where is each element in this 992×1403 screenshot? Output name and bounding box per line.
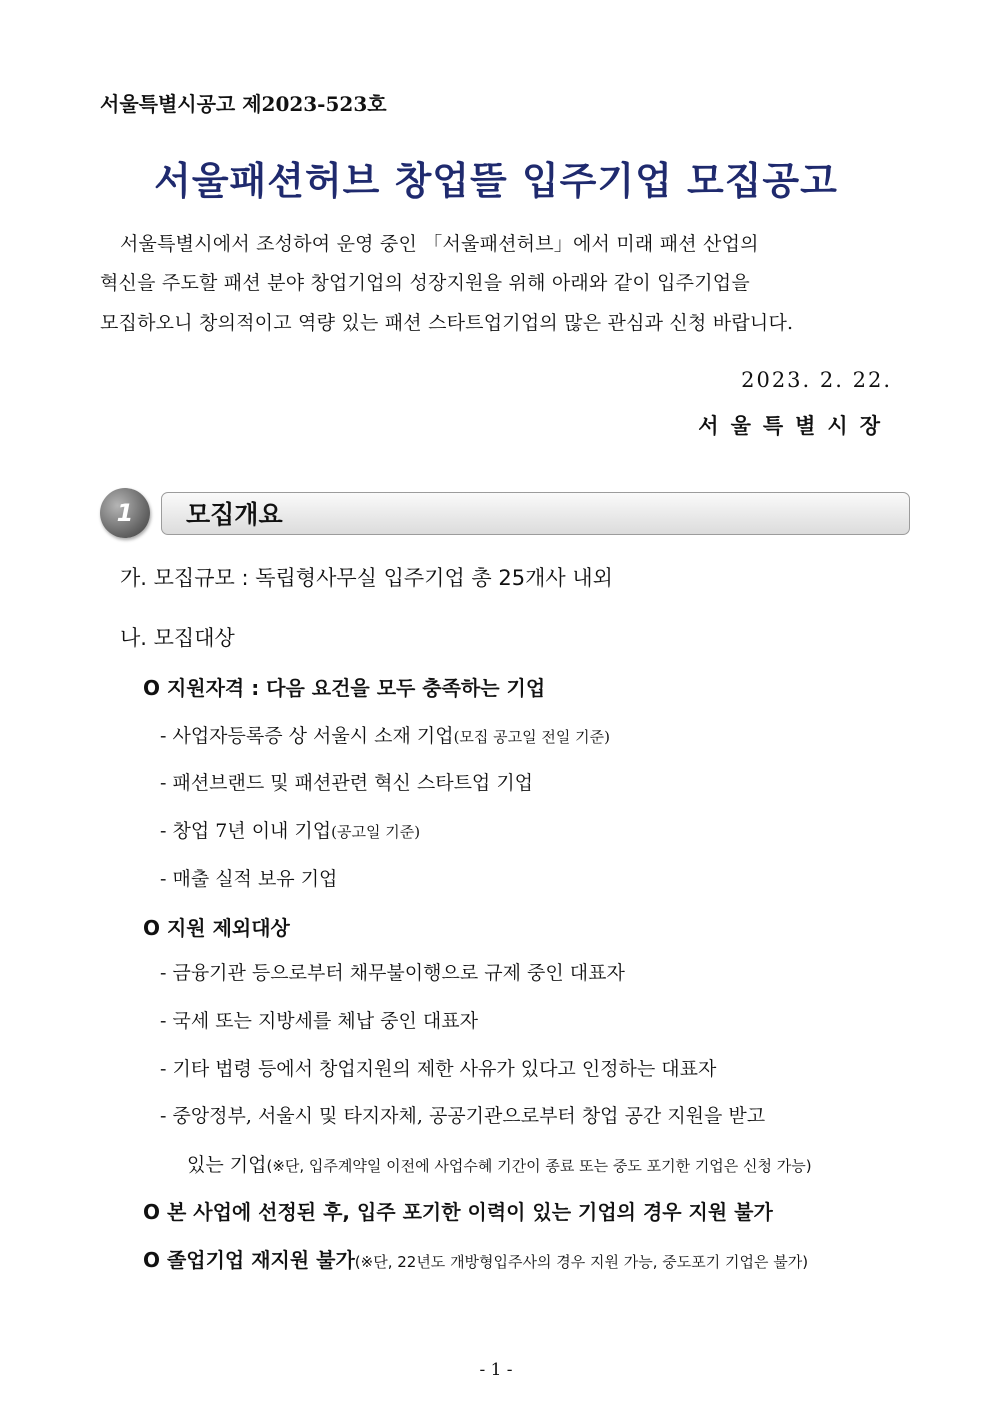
- notice-number: 서울특별시공고 제2023-523호: [100, 92, 387, 116]
- notice-date: 2023. 2. 22.: [741, 368, 892, 392]
- page-title: 서울패션허브 창업뜰 입주기업 모집공고: [154, 159, 838, 203]
- recruit-target-heading: 나. 모집대상: [120, 626, 235, 650]
- exclusion-item: - 기타 법령 등에서 창업지원의 제한 사유가 있다고 인정하는 대표자: [160, 1058, 717, 1080]
- exclusion-item: - 금융기관 등으로부터 채무불이행으로 규제 중인 대표자: [160, 962, 625, 984]
- exclusion-item: - 국세 또는 지방세를 체납 중인 대표자: [160, 1010, 478, 1032]
- signer: 서울특별시장: [698, 413, 892, 438]
- eligibility-heading: O 지원자격 : 다음 요건을 모두 충족하는 기업: [143, 676, 546, 700]
- section-title: 모집개요: [186, 500, 283, 529]
- rule-abandoned-applicants: O 본 사업에 선정된 후, 입주 포기한 이력이 있는 기업의 경우 지원 불가: [143, 1200, 773, 1224]
- intro-line-3: 모집하오니 창의적이고 역량 있는 패션 스타트업기업의 많은 관심과 신청 바랍니다.: [100, 312, 794, 334]
- eligibility-item: - 패션브랜드 및 패션관련 혁신 스타트업 기업: [160, 772, 534, 794]
- page-number: - 1 -: [479, 1360, 513, 1380]
- exclusion-item: - 중앙정부, 서울시 및 타지자체, 공공기관으로부터 창업 공간 지원을 받고: [160, 1105, 766, 1127]
- intro-line-1: 서울특별시에서 조성하여 운영 중인 「서울패션허브」에서 미래 패션 산업의: [120, 233, 759, 255]
- exclusion-item-continued: 있는 기업(※단, 입주계약일 이전에 사업수혜 기간이 종료 또는 중도 포기한 기업은 신청 가능): [187, 1154, 812, 1176]
- eligibility-item: - 매출 실적 보유 기업: [160, 868, 338, 890]
- eligibility-item: - 창업 7년 이내 기업(공고일 기준): [160, 820, 421, 842]
- intro-line-2: 혁신을 주도할 패션 분야 창업기업의 성장지원을 위해 아래와 같이 입주기업을: [100, 272, 750, 294]
- recruit-scale: 가. 모집규모 : 독립형사무실 입주기업 총 25개사 내외: [120, 566, 613, 590]
- exclusion-heading: O 지원 제외대상: [143, 916, 290, 940]
- section-number-badge: 1: [100, 488, 150, 538]
- rule-graduated-companies: O 졸업기업 재지원 불가(※단, 22년도 개방형입주사의 경우 지원 가능, 중도포기 기업은 불가): [143, 1248, 809, 1272]
- eligibility-item: - 사업자등록증 상 서울시 소재 기업(모집 공고일 전일 기준): [160, 725, 610, 747]
